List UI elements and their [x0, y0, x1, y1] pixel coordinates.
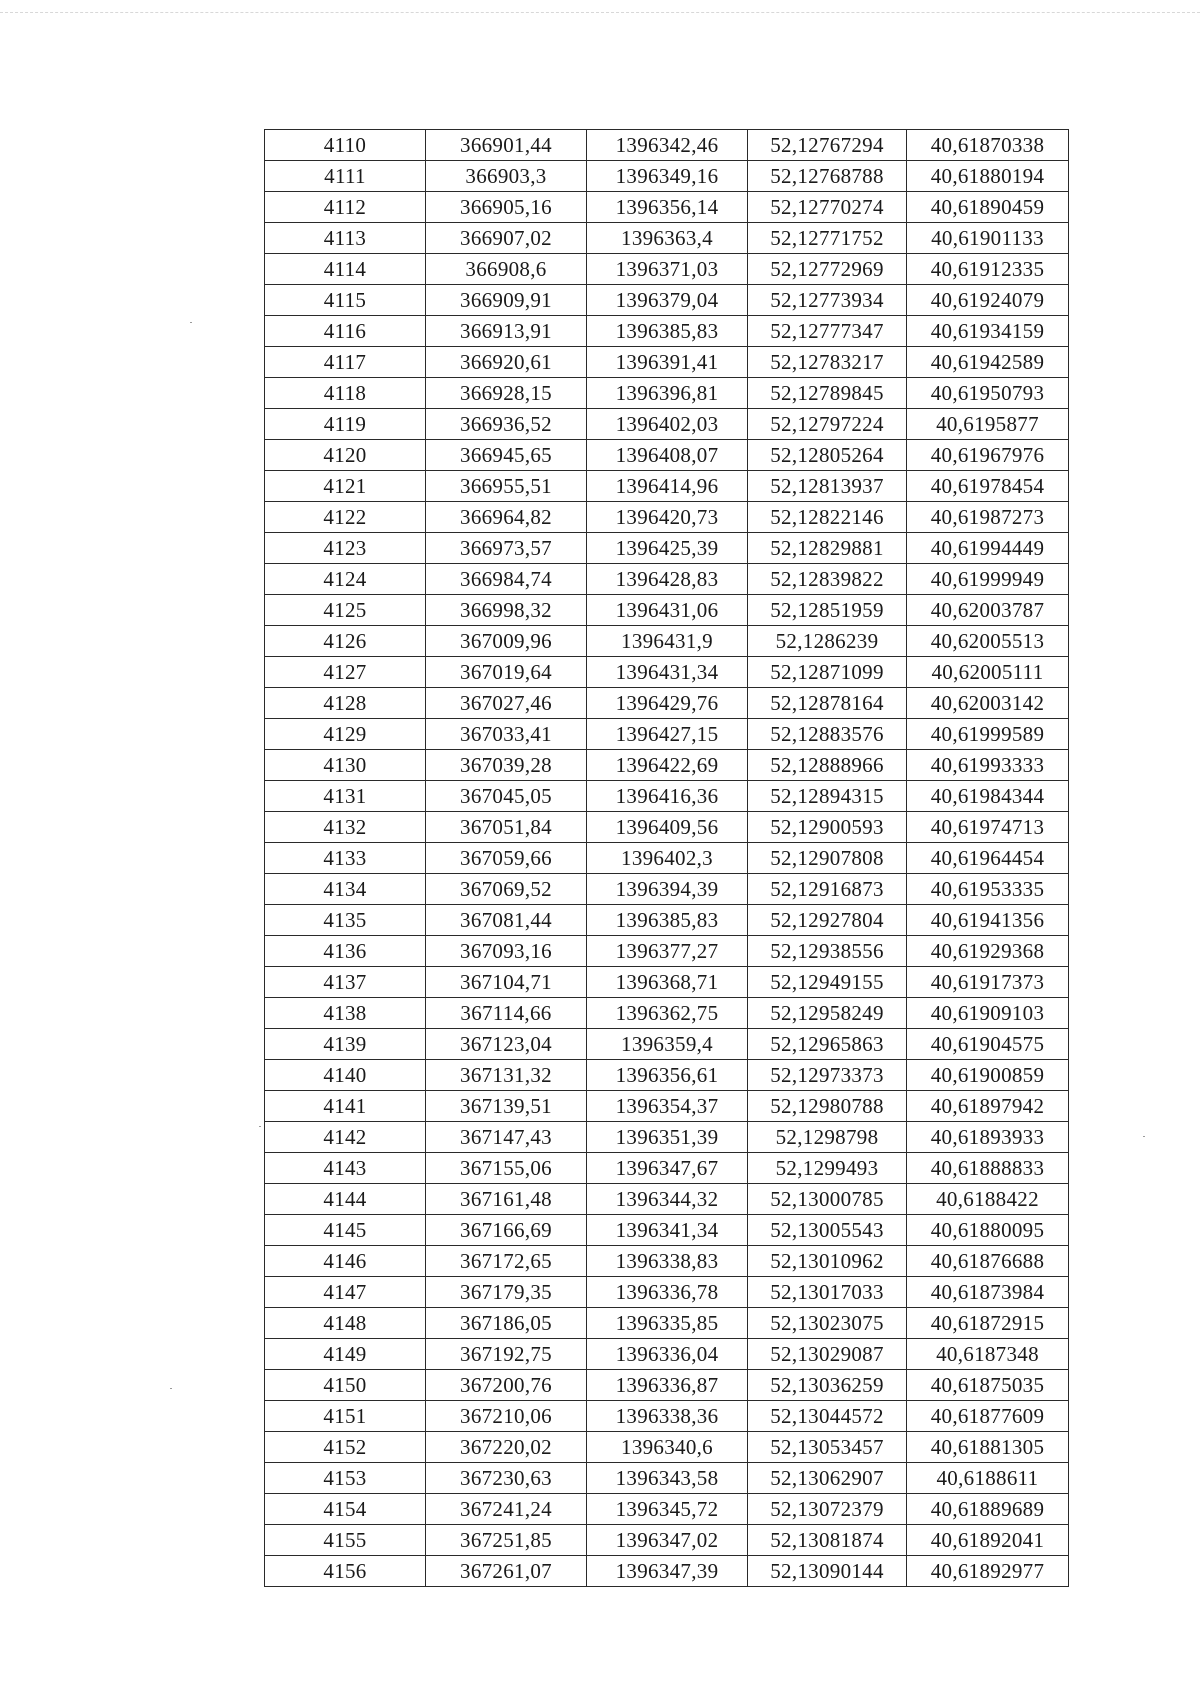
y-coordinate-cell: 1396396,81 — [587, 378, 748, 409]
y-coordinate-cell: 1396354,37 — [587, 1091, 748, 1122]
y-coordinate-cell: 1396425,39 — [587, 533, 748, 564]
x-coordinate-cell: 367104,71 — [426, 967, 587, 998]
longitude-cell: 40,61953335 — [907, 874, 1069, 905]
x-coordinate-cell: 367241,24 — [426, 1494, 587, 1525]
latitude-cell: 52,12839822 — [748, 564, 907, 595]
y-coordinate-cell: 1396344,32 — [587, 1184, 748, 1215]
x-coordinate-cell: 367019,64 — [426, 657, 587, 688]
x-coordinate-cell: 366907,02 — [426, 223, 587, 254]
x-coordinate-cell: 367147,43 — [426, 1122, 587, 1153]
latitude-cell: 52,12770274 — [748, 192, 907, 223]
x-coordinate-cell: 366913,91 — [426, 316, 587, 347]
table-row — [265, 409, 1069, 440]
y-coordinate-cell: 1396336,78 — [587, 1277, 748, 1308]
latitude-cell: 52,12771752 — [748, 223, 907, 254]
table-row — [265, 223, 1069, 254]
table-row — [265, 905, 1069, 936]
latitude-cell: 52,12871099 — [748, 657, 907, 688]
longitude-cell: 40,61984344 — [907, 781, 1069, 812]
longitude-cell: 40,61917373 — [907, 967, 1069, 998]
x-coordinate-cell: 366905,16 — [426, 192, 587, 223]
y-coordinate-cell: 1396431,9 — [587, 626, 748, 657]
y-coordinate-cell: 1396377,27 — [587, 936, 748, 967]
latitude-cell: 52,12789845 — [748, 378, 907, 409]
x-coordinate-cell: 366908,6 — [426, 254, 587, 285]
point-number-cell: 4137 — [265, 967, 426, 998]
latitude-cell: 52,13017033 — [748, 1277, 907, 1308]
y-coordinate-cell: 1396338,36 — [587, 1401, 748, 1432]
y-coordinate-cell: 1396416,36 — [587, 781, 748, 812]
point-number-cell: 4128 — [265, 688, 426, 719]
table-row — [265, 161, 1069, 192]
point-number-cell: 4145 — [265, 1215, 426, 1246]
table-row — [265, 1525, 1069, 1556]
table-row — [265, 1215, 1069, 1246]
x-coordinate-cell: 367139,51 — [426, 1091, 587, 1122]
table-row — [265, 471, 1069, 502]
x-coordinate-cell: 367059,66 — [426, 843, 587, 874]
y-coordinate-cell: 1396363,4 — [587, 223, 748, 254]
longitude-cell: 40,61974713 — [907, 812, 1069, 843]
point-number-cell: 4115 — [265, 285, 426, 316]
latitude-cell: 52,12916873 — [748, 874, 907, 905]
y-coordinate-cell: 1396414,96 — [587, 471, 748, 502]
x-coordinate-cell: 367131,32 — [426, 1060, 587, 1091]
x-coordinate-cell: 366955,51 — [426, 471, 587, 502]
y-coordinate-cell: 1396420,73 — [587, 502, 748, 533]
longitude-cell: 40,61875035 — [907, 1370, 1069, 1401]
table-row — [265, 1122, 1069, 1153]
latitude-cell: 52,12878164 — [748, 688, 907, 719]
coordinates-table — [264, 129, 1069, 1587]
latitude-cell: 52,12822146 — [748, 502, 907, 533]
x-coordinate-cell: 367261,07 — [426, 1556, 587, 1587]
x-coordinate-cell: 367045,05 — [426, 781, 587, 812]
table-row — [265, 936, 1069, 967]
x-coordinate-cell: 367069,52 — [426, 874, 587, 905]
point-number-cell: 4135 — [265, 905, 426, 936]
x-coordinate-cell: 367033,41 — [426, 719, 587, 750]
x-coordinate-cell: 367093,16 — [426, 936, 587, 967]
latitude-cell: 52,12949155 — [748, 967, 907, 998]
longitude-cell: 40,61978454 — [907, 471, 1069, 502]
longitude-cell: 40,61901133 — [907, 223, 1069, 254]
x-coordinate-cell: 367186,05 — [426, 1308, 587, 1339]
x-coordinate-cell: 367230,63 — [426, 1463, 587, 1494]
table-row — [265, 533, 1069, 564]
latitude-cell: 52,13036259 — [748, 1370, 907, 1401]
longitude-cell: 40,61900859 — [907, 1060, 1069, 1091]
table-row — [265, 1184, 1069, 1215]
table-row — [265, 1277, 1069, 1308]
y-coordinate-cell: 1396402,3 — [587, 843, 748, 874]
table-row — [265, 1246, 1069, 1277]
y-coordinate-cell: 1396336,04 — [587, 1339, 748, 1370]
y-coordinate-cell: 1396368,71 — [587, 967, 748, 998]
point-number-cell: 4153 — [265, 1463, 426, 1494]
y-coordinate-cell: 1396342,46 — [587, 130, 748, 161]
latitude-cell: 52,13081874 — [748, 1525, 907, 1556]
x-coordinate-cell: 367009,96 — [426, 626, 587, 657]
table-row — [265, 192, 1069, 223]
table-row — [265, 1432, 1069, 1463]
x-coordinate-cell: 367039,28 — [426, 750, 587, 781]
x-coordinate-cell: 367251,85 — [426, 1525, 587, 1556]
point-number-cell: 4134 — [265, 874, 426, 905]
point-number-cell: 4126 — [265, 626, 426, 657]
longitude-cell: 40,62003787 — [907, 595, 1069, 626]
y-coordinate-cell: 1396349,16 — [587, 161, 748, 192]
latitude-cell: 52,12813937 — [748, 471, 907, 502]
y-coordinate-cell: 1396335,85 — [587, 1308, 748, 1339]
latitude-cell: 52,13072379 — [748, 1494, 907, 1525]
latitude-cell: 52,13005543 — [748, 1215, 907, 1246]
x-coordinate-cell: 367220,02 — [426, 1432, 587, 1463]
y-coordinate-cell: 1396343,58 — [587, 1463, 748, 1494]
y-coordinate-cell: 1396409,56 — [587, 812, 748, 843]
latitude-cell: 52,12805264 — [748, 440, 907, 471]
point-number-cell: 4121 — [265, 471, 426, 502]
latitude-cell: 52,12829881 — [748, 533, 907, 564]
x-coordinate-cell: 367192,75 — [426, 1339, 587, 1370]
longitude-cell: 40,61892977 — [907, 1556, 1069, 1587]
longitude-cell: 40,61994449 — [907, 533, 1069, 564]
y-coordinate-cell: 1396356,61 — [587, 1060, 748, 1091]
point-number-cell: 4120 — [265, 440, 426, 471]
latitude-cell: 52,12773934 — [748, 285, 907, 316]
point-number-cell: 4138 — [265, 998, 426, 1029]
y-coordinate-cell: 1396379,04 — [587, 285, 748, 316]
longitude-cell: 40,61929368 — [907, 936, 1069, 967]
point-number-cell: 4140 — [265, 1060, 426, 1091]
point-number-cell: 4112 — [265, 192, 426, 223]
y-coordinate-cell: 1396359,4 — [587, 1029, 748, 1060]
latitude-cell: 52,13029087 — [748, 1339, 907, 1370]
point-number-cell: 4132 — [265, 812, 426, 843]
table-row — [265, 440, 1069, 471]
longitude-cell: 40,61870338 — [907, 130, 1069, 161]
y-coordinate-cell: 1396347,67 — [587, 1153, 748, 1184]
longitude-cell: 40,61950793 — [907, 378, 1069, 409]
point-number-cell: 4116 — [265, 316, 426, 347]
longitude-cell: 40,61904575 — [907, 1029, 1069, 1060]
table-row — [265, 626, 1069, 657]
table-row — [265, 1339, 1069, 1370]
point-number-cell: 4125 — [265, 595, 426, 626]
longitude-cell: 40,61942589 — [907, 347, 1069, 378]
y-coordinate-cell: 1396431,34 — [587, 657, 748, 688]
table-row — [265, 1370, 1069, 1401]
latitude-cell: 52,13023075 — [748, 1308, 907, 1339]
point-number-cell: 4142 — [265, 1122, 426, 1153]
x-coordinate-cell: 367081,44 — [426, 905, 587, 936]
latitude-cell: 52,13062907 — [748, 1463, 907, 1494]
latitude-cell: 52,1299493 — [748, 1153, 907, 1184]
point-number-cell: 4124 — [265, 564, 426, 595]
scan-speck — [170, 1388, 172, 1389]
latitude-cell: 52,13053457 — [748, 1432, 907, 1463]
point-number-cell: 4111 — [265, 161, 426, 192]
latitude-cell: 52,12883576 — [748, 719, 907, 750]
point-number-cell: 4146 — [265, 1246, 426, 1277]
latitude-cell: 52,12783217 — [748, 347, 907, 378]
point-number-cell: 4131 — [265, 781, 426, 812]
table-row — [265, 1556, 1069, 1587]
y-coordinate-cell: 1396402,03 — [587, 409, 748, 440]
latitude-cell: 52,12772969 — [748, 254, 907, 285]
latitude-cell: 52,12965863 — [748, 1029, 907, 1060]
x-coordinate-cell: 367123,04 — [426, 1029, 587, 1060]
x-coordinate-cell: 366998,32 — [426, 595, 587, 626]
longitude-cell: 40,61941356 — [907, 905, 1069, 936]
table-row — [265, 1401, 1069, 1432]
x-coordinate-cell: 366928,15 — [426, 378, 587, 409]
table-row — [265, 750, 1069, 781]
point-number-cell: 4123 — [265, 533, 426, 564]
table-row — [265, 874, 1069, 905]
longitude-cell: 40,62005111 — [907, 657, 1069, 688]
point-number-cell: 4110 — [265, 130, 426, 161]
longitude-cell: 40,61873984 — [907, 1277, 1069, 1308]
longitude-cell: 40,62005513 — [907, 626, 1069, 657]
latitude-cell: 52,12973373 — [748, 1060, 907, 1091]
x-coordinate-cell: 366973,57 — [426, 533, 587, 564]
longitude-cell: 40,61924079 — [907, 285, 1069, 316]
latitude-cell: 52,12768788 — [748, 161, 907, 192]
longitude-cell: 40,61889689 — [907, 1494, 1069, 1525]
point-number-cell: 4130 — [265, 750, 426, 781]
longitude-cell: 40,61880095 — [907, 1215, 1069, 1246]
longitude-cell: 40,6188611 — [907, 1463, 1069, 1494]
table-row — [265, 812, 1069, 843]
latitude-cell: 52,12927804 — [748, 905, 907, 936]
table-row — [265, 719, 1069, 750]
y-coordinate-cell: 1396356,14 — [587, 192, 748, 223]
latitude-cell: 52,1286239 — [748, 626, 907, 657]
y-coordinate-cell: 1396391,41 — [587, 347, 748, 378]
y-coordinate-cell: 1396362,75 — [587, 998, 748, 1029]
y-coordinate-cell: 1396371,03 — [587, 254, 748, 285]
latitude-cell: 52,12907808 — [748, 843, 907, 874]
table-row — [265, 595, 1069, 626]
point-number-cell: 4127 — [265, 657, 426, 688]
table-row — [265, 1494, 1069, 1525]
y-coordinate-cell: 1396428,83 — [587, 564, 748, 595]
y-coordinate-cell: 1396338,83 — [587, 1246, 748, 1277]
table-row — [265, 688, 1069, 719]
point-number-cell: 4150 — [265, 1370, 426, 1401]
longitude-cell: 40,61892041 — [907, 1525, 1069, 1556]
point-number-cell: 4154 — [265, 1494, 426, 1525]
latitude-cell: 52,12894315 — [748, 781, 907, 812]
longitude-cell: 40,61872915 — [907, 1308, 1069, 1339]
longitude-cell: 40,61993333 — [907, 750, 1069, 781]
point-number-cell: 4148 — [265, 1308, 426, 1339]
y-coordinate-cell: 1396385,83 — [587, 905, 748, 936]
point-number-cell: 4149 — [265, 1339, 426, 1370]
longitude-cell: 40,61880194 — [907, 161, 1069, 192]
point-number-cell: 4114 — [265, 254, 426, 285]
x-coordinate-cell: 366984,74 — [426, 564, 587, 595]
x-coordinate-cell: 367166,69 — [426, 1215, 587, 1246]
latitude-cell: 52,13090144 — [748, 1556, 907, 1587]
x-coordinate-cell: 366903,3 — [426, 161, 587, 192]
point-number-cell: 4119 — [265, 409, 426, 440]
latitude-cell: 52,1298798 — [748, 1122, 907, 1153]
longitude-cell: 40,61967976 — [907, 440, 1069, 471]
y-coordinate-cell: 1396347,39 — [587, 1556, 748, 1587]
x-coordinate-cell: 367114,66 — [426, 998, 587, 1029]
x-coordinate-cell: 366936,52 — [426, 409, 587, 440]
longitude-cell: 40,61964454 — [907, 843, 1069, 874]
latitude-cell: 52,12767294 — [748, 130, 907, 161]
point-number-cell: 4144 — [265, 1184, 426, 1215]
longitude-cell: 40,61912335 — [907, 254, 1069, 285]
table-row — [265, 254, 1069, 285]
y-coordinate-cell: 1396341,34 — [587, 1215, 748, 1246]
table-row — [265, 1463, 1069, 1494]
x-coordinate-cell: 366964,82 — [426, 502, 587, 533]
point-number-cell: 4152 — [265, 1432, 426, 1463]
scan-speck — [190, 322, 192, 323]
y-coordinate-cell: 1396431,06 — [587, 595, 748, 626]
x-coordinate-cell: 367155,06 — [426, 1153, 587, 1184]
y-coordinate-cell: 1396345,72 — [587, 1494, 748, 1525]
point-number-cell: 4113 — [265, 223, 426, 254]
longitude-cell: 40,61999949 — [907, 564, 1069, 595]
table-row — [265, 502, 1069, 533]
point-number-cell: 4118 — [265, 378, 426, 409]
table-row — [265, 130, 1069, 161]
x-coordinate-cell: 366909,91 — [426, 285, 587, 316]
longitude-cell: 40,61877609 — [907, 1401, 1069, 1432]
point-number-cell: 4155 — [265, 1525, 426, 1556]
coordinates-table-body — [265, 130, 1069, 1587]
latitude-cell: 52,12980788 — [748, 1091, 907, 1122]
latitude-cell: 52,12851959 — [748, 595, 907, 626]
x-coordinate-cell: 367200,76 — [426, 1370, 587, 1401]
longitude-cell: 40,6188422 — [907, 1184, 1069, 1215]
longitude-cell: 40,6195877 — [907, 409, 1069, 440]
table-row — [265, 1153, 1069, 1184]
longitude-cell: 40,61909103 — [907, 998, 1069, 1029]
y-coordinate-cell: 1396347,02 — [587, 1525, 748, 1556]
y-coordinate-cell: 1396429,76 — [587, 688, 748, 719]
latitude-cell: 52,13044572 — [748, 1401, 907, 1432]
point-number-cell: 4139 — [265, 1029, 426, 1060]
latitude-cell: 52,12888966 — [748, 750, 907, 781]
x-coordinate-cell: 367161,48 — [426, 1184, 587, 1215]
table-row — [265, 1091, 1069, 1122]
table-row — [265, 1029, 1069, 1060]
point-number-cell: 4143 — [265, 1153, 426, 1184]
x-coordinate-cell: 367027,46 — [426, 688, 587, 719]
y-coordinate-cell: 1396340,6 — [587, 1432, 748, 1463]
latitude-cell: 52,12777347 — [748, 316, 907, 347]
x-coordinate-cell: 366945,65 — [426, 440, 587, 471]
y-coordinate-cell: 1396336,87 — [587, 1370, 748, 1401]
latitude-cell: 52,12958249 — [748, 998, 907, 1029]
table-row — [265, 1060, 1069, 1091]
x-coordinate-cell: 367179,35 — [426, 1277, 587, 1308]
table-row — [265, 657, 1069, 688]
longitude-cell: 40,61890459 — [907, 192, 1069, 223]
longitude-cell: 40,61897942 — [907, 1091, 1069, 1122]
table-row — [265, 781, 1069, 812]
longitude-cell: 40,61876688 — [907, 1246, 1069, 1277]
point-number-cell: 4136 — [265, 936, 426, 967]
y-coordinate-cell: 1396427,15 — [587, 719, 748, 750]
x-coordinate-cell: 366901,44 — [426, 130, 587, 161]
longitude-cell: 40,61934159 — [907, 316, 1069, 347]
table-row — [265, 843, 1069, 874]
scan-speck — [259, 1126, 261, 1127]
table-row — [265, 1308, 1069, 1339]
point-number-cell: 4147 — [265, 1277, 426, 1308]
latitude-cell: 52,12797224 — [748, 409, 907, 440]
y-coordinate-cell: 1396394,39 — [587, 874, 748, 905]
table-row — [265, 347, 1069, 378]
table-row — [265, 378, 1069, 409]
longitude-cell: 40,6187348 — [907, 1339, 1069, 1370]
point-number-cell: 4156 — [265, 1556, 426, 1587]
y-coordinate-cell: 1396422,69 — [587, 750, 748, 781]
table-row — [265, 998, 1069, 1029]
y-coordinate-cell: 1396385,83 — [587, 316, 748, 347]
table-row — [265, 316, 1069, 347]
y-coordinate-cell: 1396351,39 — [587, 1122, 748, 1153]
longitude-cell: 40,61881305 — [907, 1432, 1069, 1463]
table-row — [265, 967, 1069, 998]
latitude-cell: 52,13010962 — [748, 1246, 907, 1277]
longitude-cell: 40,61893933 — [907, 1122, 1069, 1153]
latitude-cell: 52,12938556 — [748, 936, 907, 967]
point-number-cell: 4117 — [265, 347, 426, 378]
point-number-cell: 4133 — [265, 843, 426, 874]
y-coordinate-cell: 1396408,07 — [587, 440, 748, 471]
longitude-cell: 40,61888833 — [907, 1153, 1069, 1184]
table-row — [265, 285, 1069, 316]
x-coordinate-cell: 367051,84 — [426, 812, 587, 843]
longitude-cell: 40,61987273 — [907, 502, 1069, 533]
point-number-cell: 4141 — [265, 1091, 426, 1122]
point-number-cell: 4129 — [265, 719, 426, 750]
longitude-cell: 40,62003142 — [907, 688, 1069, 719]
point-number-cell: 4122 — [265, 502, 426, 533]
point-number-cell: 4151 — [265, 1401, 426, 1432]
latitude-cell: 52,12900593 — [748, 812, 907, 843]
longitude-cell: 40,61999589 — [907, 719, 1069, 750]
x-coordinate-cell: 367210,06 — [426, 1401, 587, 1432]
x-coordinate-cell: 367172,65 — [426, 1246, 587, 1277]
table-row — [265, 564, 1069, 595]
x-coordinate-cell: 366920,61 — [426, 347, 587, 378]
scan-speck — [1143, 1136, 1145, 1137]
scan-edge-line — [0, 12, 1200, 13]
latitude-cell: 52,13000785 — [748, 1184, 907, 1215]
